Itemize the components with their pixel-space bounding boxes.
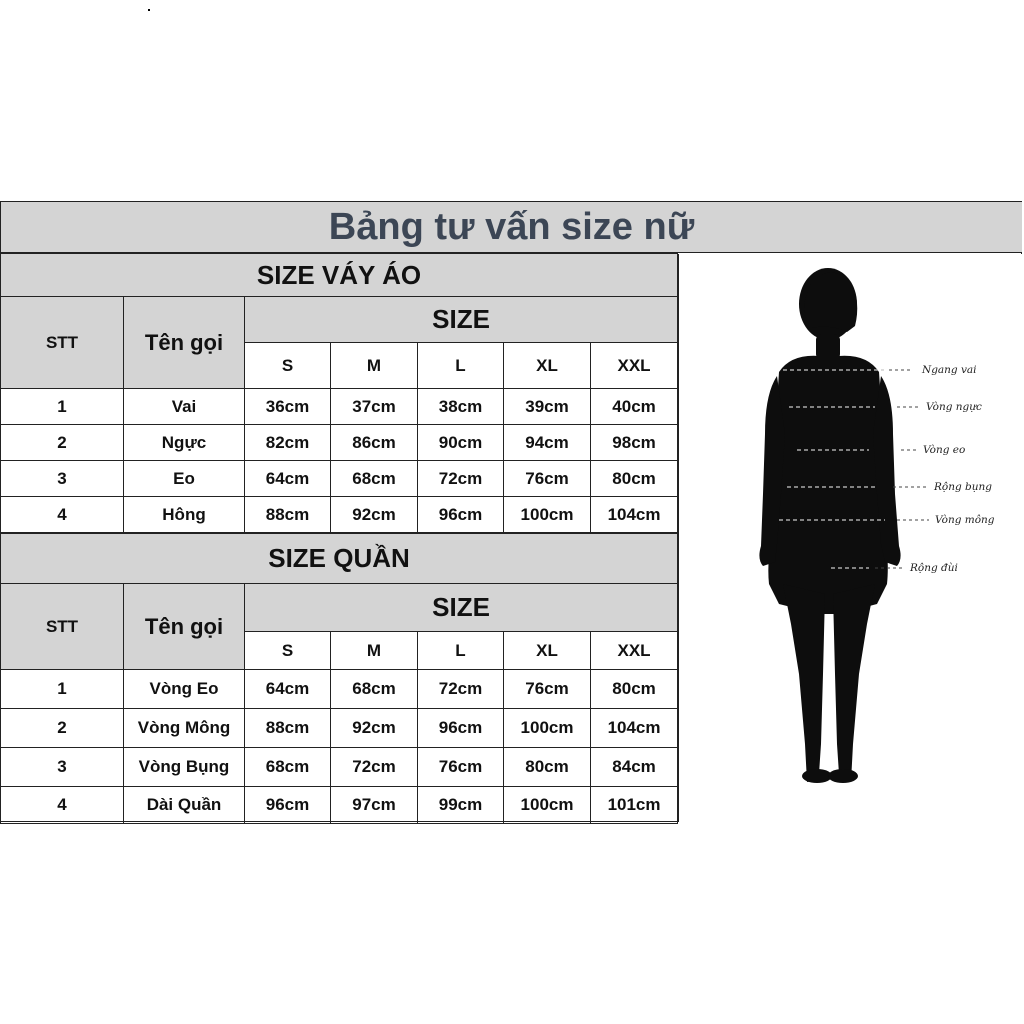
label-vong-eo: Vòng eo bbox=[923, 444, 966, 456]
row-value: 68cm bbox=[331, 670, 418, 709]
row-value: 86cm bbox=[331, 425, 418, 461]
row-stt: 1 bbox=[1, 670, 124, 709]
body-measurement-figure bbox=[678, 254, 1022, 822]
label-ngang-vai: Ngang vai bbox=[922, 364, 977, 376]
row-value: 96cm bbox=[418, 709, 504, 748]
silhouette bbox=[759, 268, 900, 783]
row-value: 94cm bbox=[504, 425, 591, 461]
size-label: L bbox=[418, 343, 504, 389]
row-value: 82cm bbox=[245, 425, 331, 461]
size-label: XXL bbox=[591, 343, 678, 389]
size-label: M bbox=[331, 343, 418, 389]
table-row bbox=[1, 389, 678, 425]
size-label: XL bbox=[504, 632, 591, 670]
row-value: 90cm bbox=[418, 425, 504, 461]
row-value: 84cm bbox=[591, 748, 678, 787]
table-row bbox=[1, 787, 678, 824]
table-row bbox=[1, 670, 678, 709]
row-value: 100cm bbox=[504, 787, 591, 824]
table-row bbox=[1, 709, 678, 748]
row-value: 104cm bbox=[591, 497, 678, 533]
row-value: 96cm bbox=[418, 497, 504, 533]
section-heading-dress: SIZE VÁY ÁO bbox=[1, 254, 678, 297]
row-name: Dài Quần bbox=[124, 787, 245, 824]
row-value: 64cm bbox=[245, 670, 331, 709]
table-row bbox=[1, 497, 678, 533]
page-title: Bảng tư vấn size nữ bbox=[1, 202, 1022, 253]
row-value: 97cm bbox=[331, 787, 418, 824]
size-tables bbox=[0, 253, 677, 824]
table-row bbox=[1, 748, 678, 787]
row-value: 101cm bbox=[591, 787, 678, 824]
row-value: 76cm bbox=[504, 461, 591, 497]
row-value: 68cm bbox=[245, 748, 331, 787]
pants-size-table bbox=[0, 533, 678, 824]
row-value: 37cm bbox=[331, 389, 418, 425]
size-label: S bbox=[245, 632, 331, 670]
row-stt: 4 bbox=[1, 497, 124, 533]
row-value: 36cm bbox=[245, 389, 331, 425]
row-value: 98cm bbox=[591, 425, 678, 461]
row-value: 80cm bbox=[504, 748, 591, 787]
size-label: XXL bbox=[591, 632, 678, 670]
row-value: 72cm bbox=[418, 461, 504, 497]
row-name: Vòng Bụng bbox=[124, 748, 245, 787]
header-size: SIZE bbox=[245, 297, 678, 343]
header-name: Tên gọi bbox=[124, 584, 245, 670]
size-label: L bbox=[418, 632, 504, 670]
header-stt: STT bbox=[1, 584, 124, 670]
row-stt: 3 bbox=[1, 461, 124, 497]
row-name: Ngực bbox=[124, 425, 245, 461]
row-value: 72cm bbox=[418, 670, 504, 709]
row-value: 68cm bbox=[331, 461, 418, 497]
row-stt: 3 bbox=[1, 748, 124, 787]
row-name: Vai bbox=[124, 389, 245, 425]
row-value: 100cm bbox=[504, 497, 591, 533]
row-value: 80cm bbox=[591, 670, 678, 709]
row-value: 104cm bbox=[591, 709, 678, 748]
label-vong-mong: Vòng mông bbox=[935, 514, 995, 526]
row-value: 72cm bbox=[331, 748, 418, 787]
size-label: XL bbox=[504, 343, 591, 389]
label-rong-dui: Rộng đùi bbox=[910, 562, 958, 574]
row-value: 64cm bbox=[245, 461, 331, 497]
row-value: 88cm bbox=[245, 709, 331, 748]
label-vong-nguc: Vòng ngực bbox=[926, 401, 982, 413]
female-body-silhouette-icon bbox=[679, 254, 1022, 821]
row-value: 38cm bbox=[418, 389, 504, 425]
row-value: 92cm bbox=[331, 709, 418, 748]
row-value: 40cm bbox=[591, 389, 678, 425]
row-name: Vòng Eo bbox=[124, 670, 245, 709]
dress-size-table bbox=[0, 253, 678, 533]
row-stt: 2 bbox=[1, 709, 124, 748]
row-value: 88cm bbox=[245, 497, 331, 533]
row-value: 39cm bbox=[504, 389, 591, 425]
row-stt: 1 bbox=[1, 389, 124, 425]
section-heading-pants: SIZE QUẦN bbox=[1, 534, 678, 584]
table-row bbox=[1, 461, 678, 497]
header-size: SIZE bbox=[245, 584, 678, 632]
row-value: 80cm bbox=[591, 461, 678, 497]
row-stt: 2 bbox=[1, 425, 124, 461]
table-row bbox=[1, 425, 678, 461]
row-value: 99cm bbox=[418, 787, 504, 824]
row-name: Hông bbox=[124, 497, 245, 533]
row-value: 76cm bbox=[504, 670, 591, 709]
row-value: 76cm bbox=[418, 748, 504, 787]
size-label: M bbox=[331, 632, 418, 670]
size-label: S bbox=[245, 343, 331, 389]
row-stt: 4 bbox=[1, 787, 124, 824]
stray-dot bbox=[148, 9, 150, 11]
row-value: 92cm bbox=[331, 497, 418, 533]
header-name: Tên gọi bbox=[124, 297, 245, 389]
row-value: 96cm bbox=[245, 787, 331, 824]
header-stt: STT bbox=[1, 297, 124, 389]
label-rong-bung: Rộng bụng bbox=[934, 481, 993, 493]
row-value: 100cm bbox=[504, 709, 591, 748]
row-name: Eo bbox=[124, 461, 245, 497]
row-name: Vòng Mông bbox=[124, 709, 245, 748]
